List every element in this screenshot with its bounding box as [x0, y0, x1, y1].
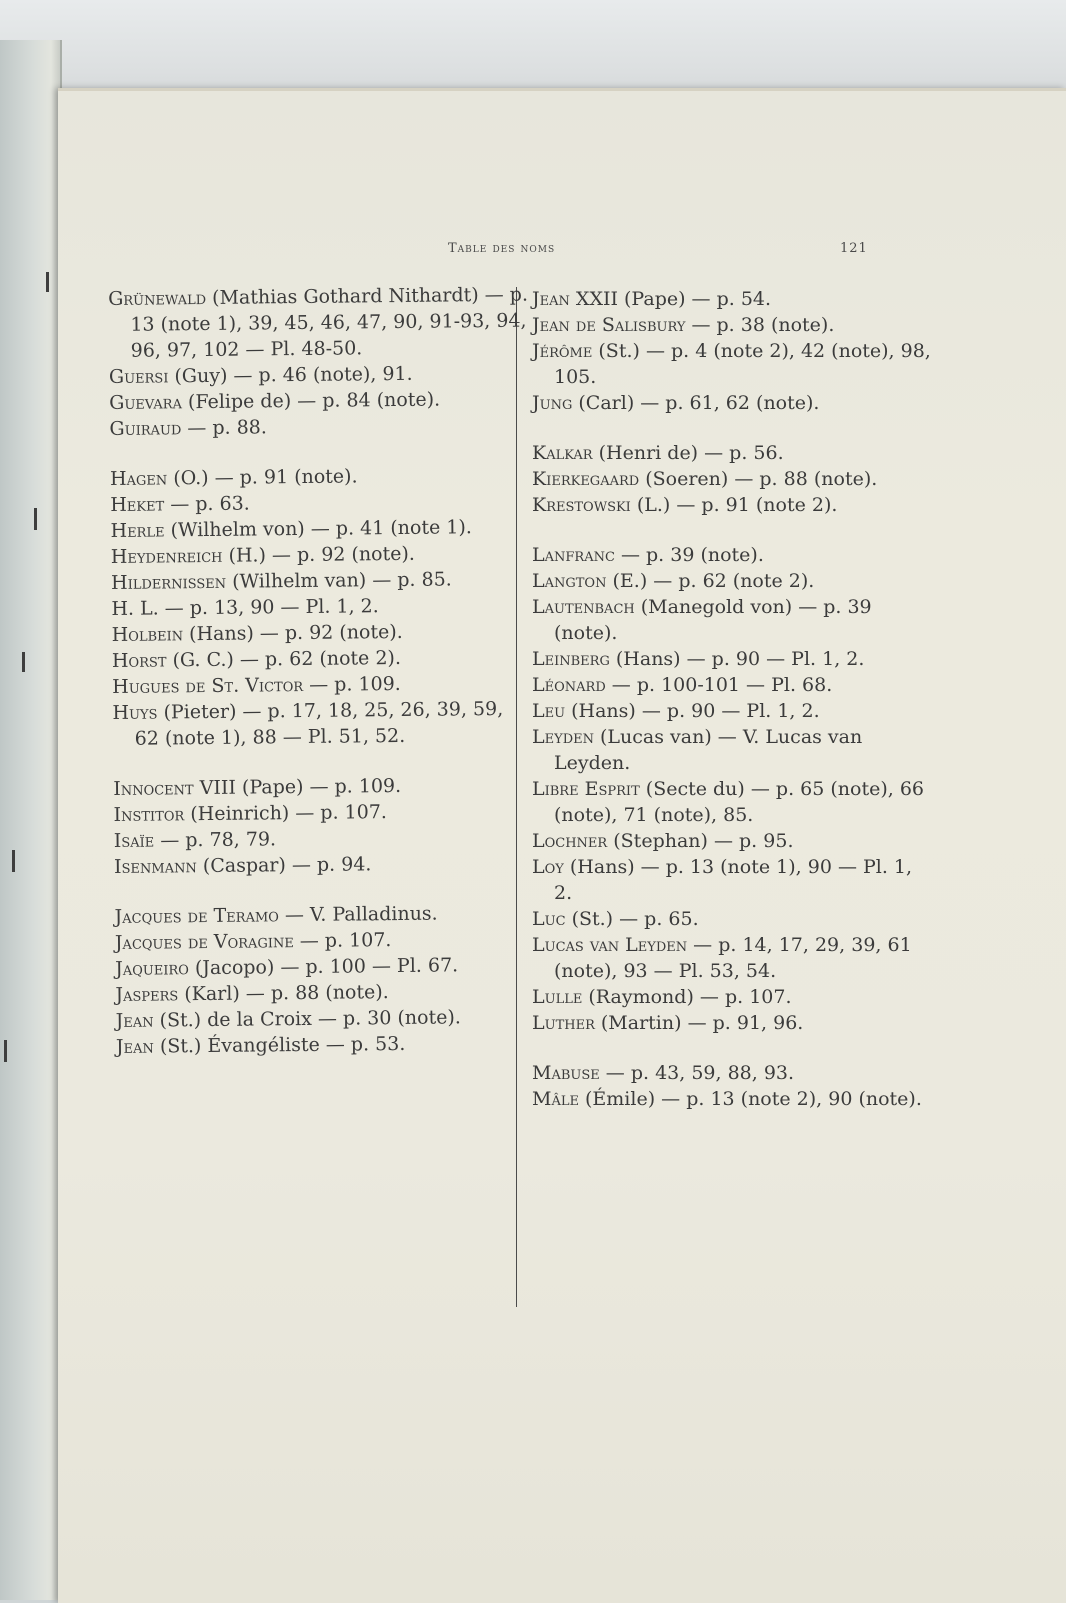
index-entry [532, 440, 932, 466]
entry-name: Guevara [109, 391, 183, 414]
index-entry [116, 1030, 536, 1060]
binding-mark [12, 850, 15, 872]
index-entry [532, 724, 932, 776]
section-gap [532, 1036, 932, 1060]
entry-name: Luther [532, 1012, 595, 1034]
running-header [58, 241, 1066, 261]
index-entry [532, 776, 932, 828]
binding-mark [46, 272, 49, 292]
entry-name: Innocent [113, 777, 194, 800]
entry-references: (Hans) — p. 92 (note). [182, 620, 403, 646]
index-entry [532, 568, 932, 594]
entry-name: Jean de Salisbury [532, 314, 686, 336]
section-gap [532, 416, 932, 440]
index-entry [532, 492, 932, 518]
index-entry [532, 338, 932, 390]
entry-references: (Felipe de) — p. 84 (note). [181, 388, 441, 414]
entry-references: — p. 14, 17, 29, 39, 61 (note), 93 — Pl. 53, 54. [554, 934, 912, 982]
entry-name: Lanfranc [532, 544, 615, 566]
index-entry [532, 312, 932, 338]
entry-name: Leinberg [532, 648, 610, 670]
entry-references: — p. 39 (note). [614, 544, 764, 566]
index-entry [532, 646, 932, 672]
entry-name: Luc [532, 908, 566, 930]
section-gap [532, 518, 932, 542]
entry-references: (Hans) — p. 90 — Pl. 1, 2. [609, 648, 865, 670]
index-entry [532, 466, 932, 492]
index-column-right [532, 286, 932, 1112]
entry-name: Hagen [109, 467, 168, 490]
index-entry [532, 594, 932, 646]
index-entry [532, 854, 932, 906]
index-entry [108, 282, 529, 364]
entry-name: Lautenbach [532, 596, 635, 618]
previous-page-edge [0, 40, 62, 1600]
entry-name: Jung [532, 392, 573, 414]
entry-name: Loy [532, 856, 564, 878]
entry-references: (St.) — p. 4 (note 2), 42 (note), 98, 105. [554, 340, 931, 388]
entry-name: Jean [115, 1009, 154, 1032]
entry-references: — p. 13, 90 — Pl. 1, 2. [158, 595, 379, 620]
entry-name: Guiraud [109, 417, 182, 440]
entry-name: Mabuse [532, 1062, 600, 1084]
entry-references: (Secte du) — p. 65 (note), 66 (note), 71 (note), 85. [554, 778, 925, 826]
index-entry [532, 1060, 932, 1086]
index-entry [532, 1010, 932, 1036]
entry-references: (Hans) — p. 90 — Pl. 1, 2. [565, 700, 820, 722]
entry-references: (Henri de) — p. 56. [592, 442, 784, 464]
entry-name: Lulle [532, 986, 583, 1008]
entry-references: (Karl) — p. 88 (note). [178, 981, 389, 1006]
index-entry [532, 932, 932, 984]
entry-name: Jaqueiro [115, 957, 189, 980]
entry-references: (Heinrich) — p. 107. [184, 801, 388, 826]
entry-name: Jean [532, 288, 570, 310]
entry-name: Jacques de Voragine [114, 930, 294, 954]
entry-references: (St.) Évangéliste — p. 53. [153, 1032, 406, 1058]
entry-name: Heket [110, 493, 165, 516]
entry-references: (E.) — p. 62 (note 2). [606, 570, 815, 592]
entry-name: Jérôme [532, 340, 593, 362]
entry-name: Lochner [532, 830, 608, 852]
entry-name: Leyden [532, 726, 594, 748]
index-entry [532, 390, 932, 416]
entry-name: Holbein [111, 623, 184, 646]
index-entry [532, 984, 932, 1010]
entry-references: XXII (Pape) — p. 54. [569, 288, 772, 310]
entry-name: Langton [532, 570, 607, 592]
entry-references: (Jacopo) — p. 100 — Pl. 67. [188, 954, 459, 980]
entry-name: Mâle [532, 1088, 579, 1110]
entry-name: Leu [532, 700, 566, 722]
entry-references: (Caspar) — p. 94. [196, 853, 372, 878]
binding-mark [34, 508, 37, 530]
entry-references: (Pieter) — p. 17, 18, 25, 26, 39, 59, 62 (note 1), 88 — Pl. 51, 52. [134, 697, 504, 750]
entry-name: Hildernissen [110, 570, 227, 594]
entry-name: Jacques de Teramo [114, 904, 279, 928]
entry-references: (Manegold von) — p. 39 (note). [554, 596, 872, 644]
index-entry [532, 828, 932, 854]
entry-references: (Guy) — p. 46 (note), 91. [168, 362, 413, 388]
entry-name: Institor [113, 803, 185, 826]
entry-name: Léonard [532, 674, 606, 696]
entry-references: (Émile) — p. 13 (note 2), 90 (note). [578, 1088, 922, 1110]
entry-name: Jean [115, 1035, 154, 1058]
entry-name: Kalkar [532, 442, 593, 464]
index-entry [532, 1086, 932, 1112]
entry-references: (St.) — p. 65. [565, 908, 699, 930]
index-entry [532, 542, 932, 568]
entry-references: — p. 63. [164, 492, 250, 516]
entry-references: (Mathias Gothard Nithardt) — p. 13 (note 1), 39, 45, 46, 47, 90, 91-93, 94, 96, 97, 102 — Pl. 48-50. [130, 283, 529, 362]
entry-references: (Wilhelm van) — p. 85. [225, 568, 452, 593]
binding-mark [4, 1040, 7, 1062]
entry-references: — p. 78, 79. [154, 828, 277, 852]
entry-references: (G. C.) — p. 62 (note 2). [166, 646, 402, 672]
entry-name: Heydenreich [110, 544, 223, 568]
entry-references: (St.) de la Croix — p. 30 (note). [153, 1006, 461, 1032]
entry-references: — V. Palladinus. [278, 902, 438, 927]
entry-name: Isaïe [113, 829, 155, 852]
entry-references: (Soeren) — p. 88 (note). [639, 468, 878, 490]
entry-references: (Carl) — p. 61, 62 (note). [572, 392, 820, 414]
entry-name: Hugues de St. Victor [112, 673, 304, 698]
index-entry [112, 696, 533, 752]
entry-references: (Wilhelm von) — p. 41 (note 1). [164, 516, 472, 542]
entry-name: Guersi [108, 365, 169, 388]
entry-name: Krestowski [532, 494, 631, 516]
book-page [58, 88, 1066, 1603]
index-entry [532, 672, 932, 698]
entry-name: Huys [112, 701, 158, 724]
entry-name: Herle [110, 519, 165, 542]
entry-references: (Hans) — p. 13 (note 1), 90 — Pl. 1, 2. [554, 856, 913, 904]
index-entry [532, 906, 932, 932]
entry-references: — p. 100-101 — Pl. 68. [605, 674, 833, 696]
index-entry [532, 698, 932, 724]
entry-name: Isenmann [113, 855, 197, 878]
index-column-left [108, 282, 536, 1060]
entry-references: (Stephan) — p. 95. [607, 830, 794, 852]
entry-references: (L.) — p. 91 (note 2). [630, 494, 838, 516]
header-title: Table des noms [448, 241, 556, 256]
binding-mark [22, 652, 25, 672]
entry-name: Libre Esprit [532, 778, 640, 800]
entry-references: (H.) — p. 92 (note). [222, 542, 416, 567]
entry-references: (Martin) — p. 91, 96. [594, 1012, 804, 1034]
entry-references: — p. 107. [293, 929, 392, 953]
entry-name: Jaspers [115, 983, 179, 1006]
entry-references: (O.) — p. 91 (note). [167, 465, 358, 490]
entry-references: VIII (Pape) — p. 109. [193, 774, 402, 800]
entry-references: — p. 88. [181, 416, 267, 440]
entry-references: (Lucas van) — V. Lucas van Leyden. [554, 726, 863, 774]
entry-name: Kierkegaard [532, 468, 640, 490]
entry-name: Grünewald [108, 286, 207, 310]
index-entry [110, 514, 530, 544]
index-entry [532, 286, 932, 312]
entry-references: — p. 38 (note). [685, 314, 835, 336]
entry-name: Horst [111, 649, 167, 672]
entry-references: — p. 109. [303, 672, 401, 696]
entry-name: H. L. [111, 597, 159, 620]
page-number: 121 [840, 241, 868, 256]
entry-references: — p. 43, 59, 88, 93. [599, 1062, 795, 1084]
entry-references: (Raymond) — p. 107. [582, 986, 792, 1008]
entry-name: Lucas van Leyden [532, 934, 688, 956]
